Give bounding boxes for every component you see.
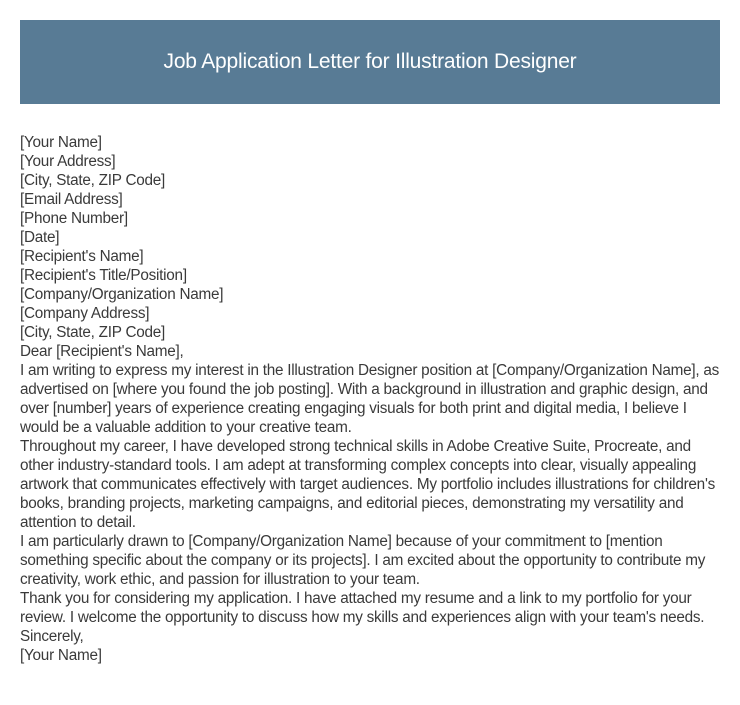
paragraph-intro: I am writing to express my interest in the Illustration Designer position at [Company/Organization Name], as advertised on [where you found the job posting]. With a background in illustration and graphic design, and over [number] years of experience creating engaging visuals for both print and digital media, I believe I would be a valuable addition to your creative team.: [20, 362, 720, 436]
salutation: Dear [Recipient's Name],: [20, 343, 184, 360]
recipient-city-state-zip: [City, State, ZIP Code]: [20, 324, 166, 341]
recipient-block: [20, 247, 722, 342]
letter-date: [Date]: [20, 229, 60, 246]
page-header: [20, 20, 720, 104]
sender-name: [Your Name]: [20, 134, 102, 151]
recipient-address: [Company Address]: [20, 305, 150, 322]
closing: Sincerely,: [20, 628, 84, 645]
paragraph-skills: Throughout my career, I have developed strong technical skills in Adobe Creative Suite, Procreate, and other industry-standard tools. I am adept at transforming complex concepts into clear, visually appealing artwork that communicates effectively with target audiences. My portfolio includes illustrations for children's books, branding projects, marketing campaigns, and editorial pieces, demonstrating my versatility and attention to detail.: [20, 438, 716, 531]
paragraph-company-interest: I am particularly drawn to [Company/Organization Name] because of your commitment to [mention something specific about the company or its projects]. I am excited about the opportunity to contribute my creativity, work ethic, and passion for illustration to your team.: [20, 533, 706, 588]
sender-city-state-zip: [City, State, ZIP Code]: [20, 172, 166, 189]
sender-phone: [Phone Number]: [20, 210, 128, 227]
recipient-title: [Recipient's Title/Position]: [20, 267, 187, 284]
sender-block: [20, 133, 722, 247]
letter-body: [20, 133, 722, 665]
page-title: Job Application Letter for Illustration Designer: [163, 50, 577, 73]
signature: [Your Name]: [20, 647, 102, 664]
recipient-company: [Company/Organization Name]: [20, 286, 224, 303]
sender-email: [Email Address]: [20, 191, 123, 208]
recipient-name: [Recipient's Name]: [20, 248, 144, 265]
sender-address: [Your Address]: [20, 153, 116, 170]
paragraph-closing-thanks: Thank you for considering my application. I have attached my resume and a link to my portfolio for your review. I welcome the opportunity to discuss how my skills and experiences align with your team's needs.: [20, 590, 705, 626]
